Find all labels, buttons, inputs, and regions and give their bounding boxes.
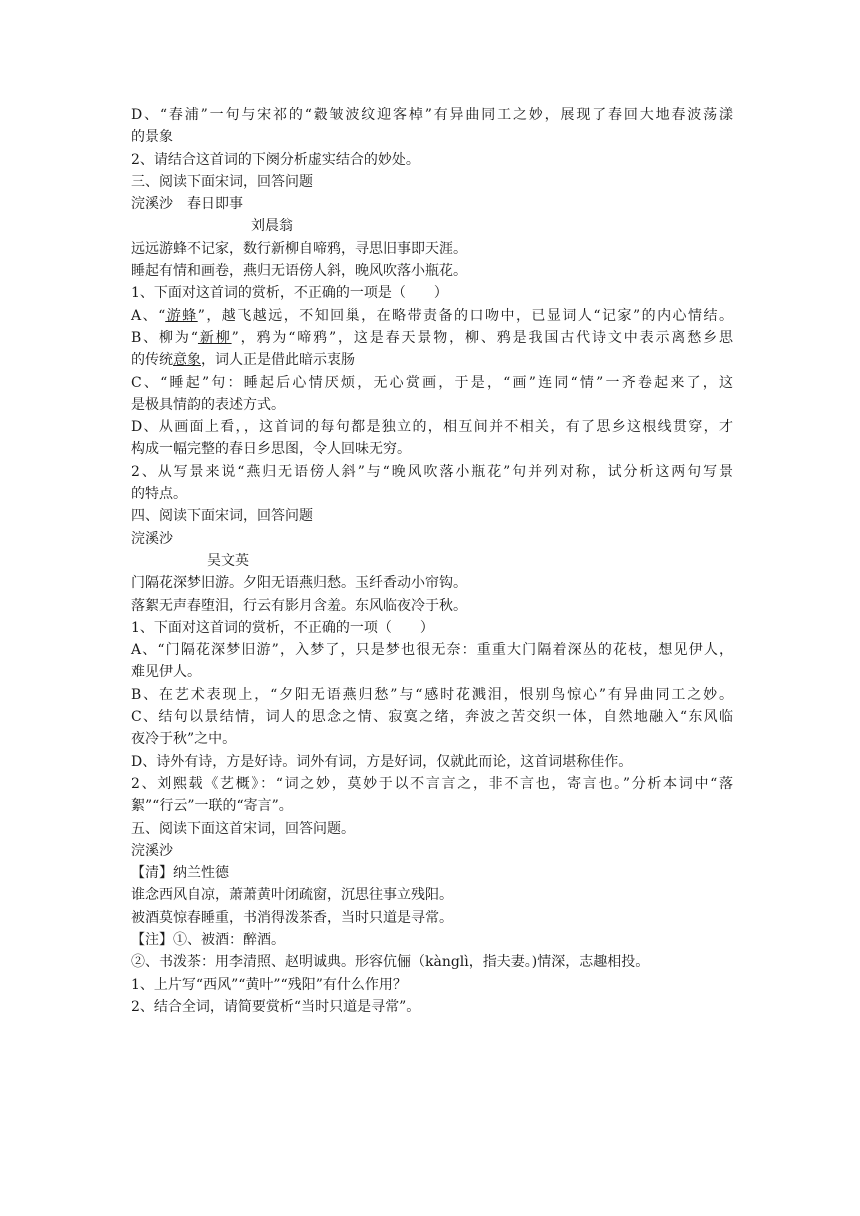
poem-3-line-1: 远远游蜂不记家，数行新柳自啼鸦，寻思旧事即天涯。 [131, 240, 467, 257]
underlined-term: 新柳 [197, 329, 232, 346]
option-d-line-1: D、“春浦”一句与宋祁的“縠皱波纹迎客棹”有异曲同工之妙，展现了春回大地春波荡漾 [131, 107, 733, 123]
document-page [131, 104, 733, 1018]
underlined-term: 意象 [173, 352, 201, 369]
poem-4-author: 吴文英 [207, 552, 249, 569]
section-4-option-d: D、诗外有诗，方是好诗。词外有词，方是好词，仅就此而论，这首词堪称佳作。 [131, 753, 633, 770]
section-3-option-d-line-1: D、从画面上看，，这首词的每句都是独立的，相互间并不相关，有了思乡这根线贯穿，才 [131, 419, 733, 436]
poem-3-title: 浣溪沙 春日即事 [131, 196, 243, 213]
section-4-option-c-line-2: 夜冷于秋”之中。 [131, 731, 237, 748]
section-5-question-2: 2、结合全词，请简要赏析“当时只道是寻常”。 [131, 998, 421, 1015]
section-5-heading: 五、阅读下面这首宋词，回答问题。 [131, 820, 355, 837]
section-3-option-a: A、“游蜂”，越飞越远，不知回巢，在略带责备的口吻中，已显词人“记家”的内心情结。 [131, 307, 733, 324]
section-3-question-2-line-2: 的特点。 [131, 486, 187, 503]
section-3-heading: 三、阅读下面宋词，回答问题 [131, 173, 313, 190]
poem-3-line-2: 睡起有情和画卷，燕归无语傍人斜，晚风吹落小瓶花。 [131, 263, 467, 280]
poem-5-note-1: 【注】①、被酒：醉酒。 [131, 931, 285, 948]
section-4-question-1: 1、下面对这首词的赏析，不正确的一项（ ） [131, 619, 434, 636]
poem-5-note-2: ②、书泼茶：用李清照、赵明诚典。形容伉俪（kànglì，指夫妻。)情深，志趣相投。 [131, 954, 650, 971]
section-4-question-2-line-2: 絮”“行云”一联的“寄言”。 [131, 798, 293, 815]
section-4-heading: 四、阅读下面宋词，回答问题 [131, 508, 313, 525]
section-4-option-c-line-1: C、结句以景结情，词人的思念之情、寂寞之绪，奔波之苦交织一体，自然地融入“东风临 [131, 709, 733, 726]
section-3-option-b-line-2: 的传统意象，词人正是借此暗示衷肠 [131, 352, 355, 369]
poem-5-title: 浣溪沙 [131, 842, 173, 859]
section-3-option-d-line-2: 构成一幅完整的春日乡思图，令人回味无穷。 [131, 441, 411, 458]
section-5-question-1: 1、上片写“西风”“黄叶”“残阳”有什么作用？ [131, 976, 407, 993]
poem-5-line-1: 谁念西风自凉，萧萧黄叶闭疏窗，沉思往事立残阳。 [131, 887, 453, 904]
section-3-question-1: 1、下面对这首词的赏析，不正确的一项是（ ） [131, 285, 448, 302]
section-3-option-c-line-2: 是极具情韵的表述方式。 [131, 396, 285, 413]
section-3-option-b-line-1: B、柳为“新柳”，鸦为“啼鸦”，这是春天景物，柳、鸦是我国古代诗文中表示离愁乡思 [131, 329, 733, 346]
poem-4-line-2: 落絮无声春堕泪，行云有影月含羞。东风临夜冷于秋。 [131, 597, 467, 614]
question-2-section-2: 2、请结合这首词的下阕分析虚实结合的妙处。 [131, 151, 420, 168]
section-3-option-c-line-1: C、“睡起”句：睡起后心情厌烦，无心赏画，于是，“画”连同“情”一齐卷起来了，这 [131, 374, 733, 391]
section-3-question-2-line-1: 2、从写景来说“燕归无语傍人斜”与“晚风吹落小瓶花”句并列对称，试分析这两句写景 [131, 463, 733, 480]
poem-4-title: 浣溪沙 [131, 530, 173, 547]
section-4-option-a-line-2: 难见伊人。 [131, 664, 201, 681]
poem-5-line-2: 被酒莫惊春睡重，书消得泼茶香，当时只道是寻常。 [131, 909, 453, 926]
section-4-option-a-line-1: A、“门隔花深梦旧游”，入梦了，只是梦也很无奈：重重大门隔着深丛的花枝，想见伊人， [131, 642, 733, 659]
section-4-option-b: B、在艺术表现上，“夕阳无语燕归愁”与“感时花溅泪，恨别鸟惊心”有异曲同工之妙。 [131, 686, 733, 703]
poem-3-author: 刘晨翁 [251, 218, 293, 235]
poem-4-line-1: 门隔花深梦旧游。夕阳无语燕归愁。玉纤香动小帘钩。 [131, 575, 467, 592]
option-d-line-2: 的景象 [131, 129, 173, 146]
section-4-question-2-line-1: 2、刘熙载《艺概》：“词之妙，莫妙于以不言言之，非不言也，寄言也。”分析本词中“落 [131, 775, 733, 792]
poem-5-author: 【清】纳兰性德 [131, 865, 229, 882]
underlined-term: 游蜂 [165, 307, 198, 324]
